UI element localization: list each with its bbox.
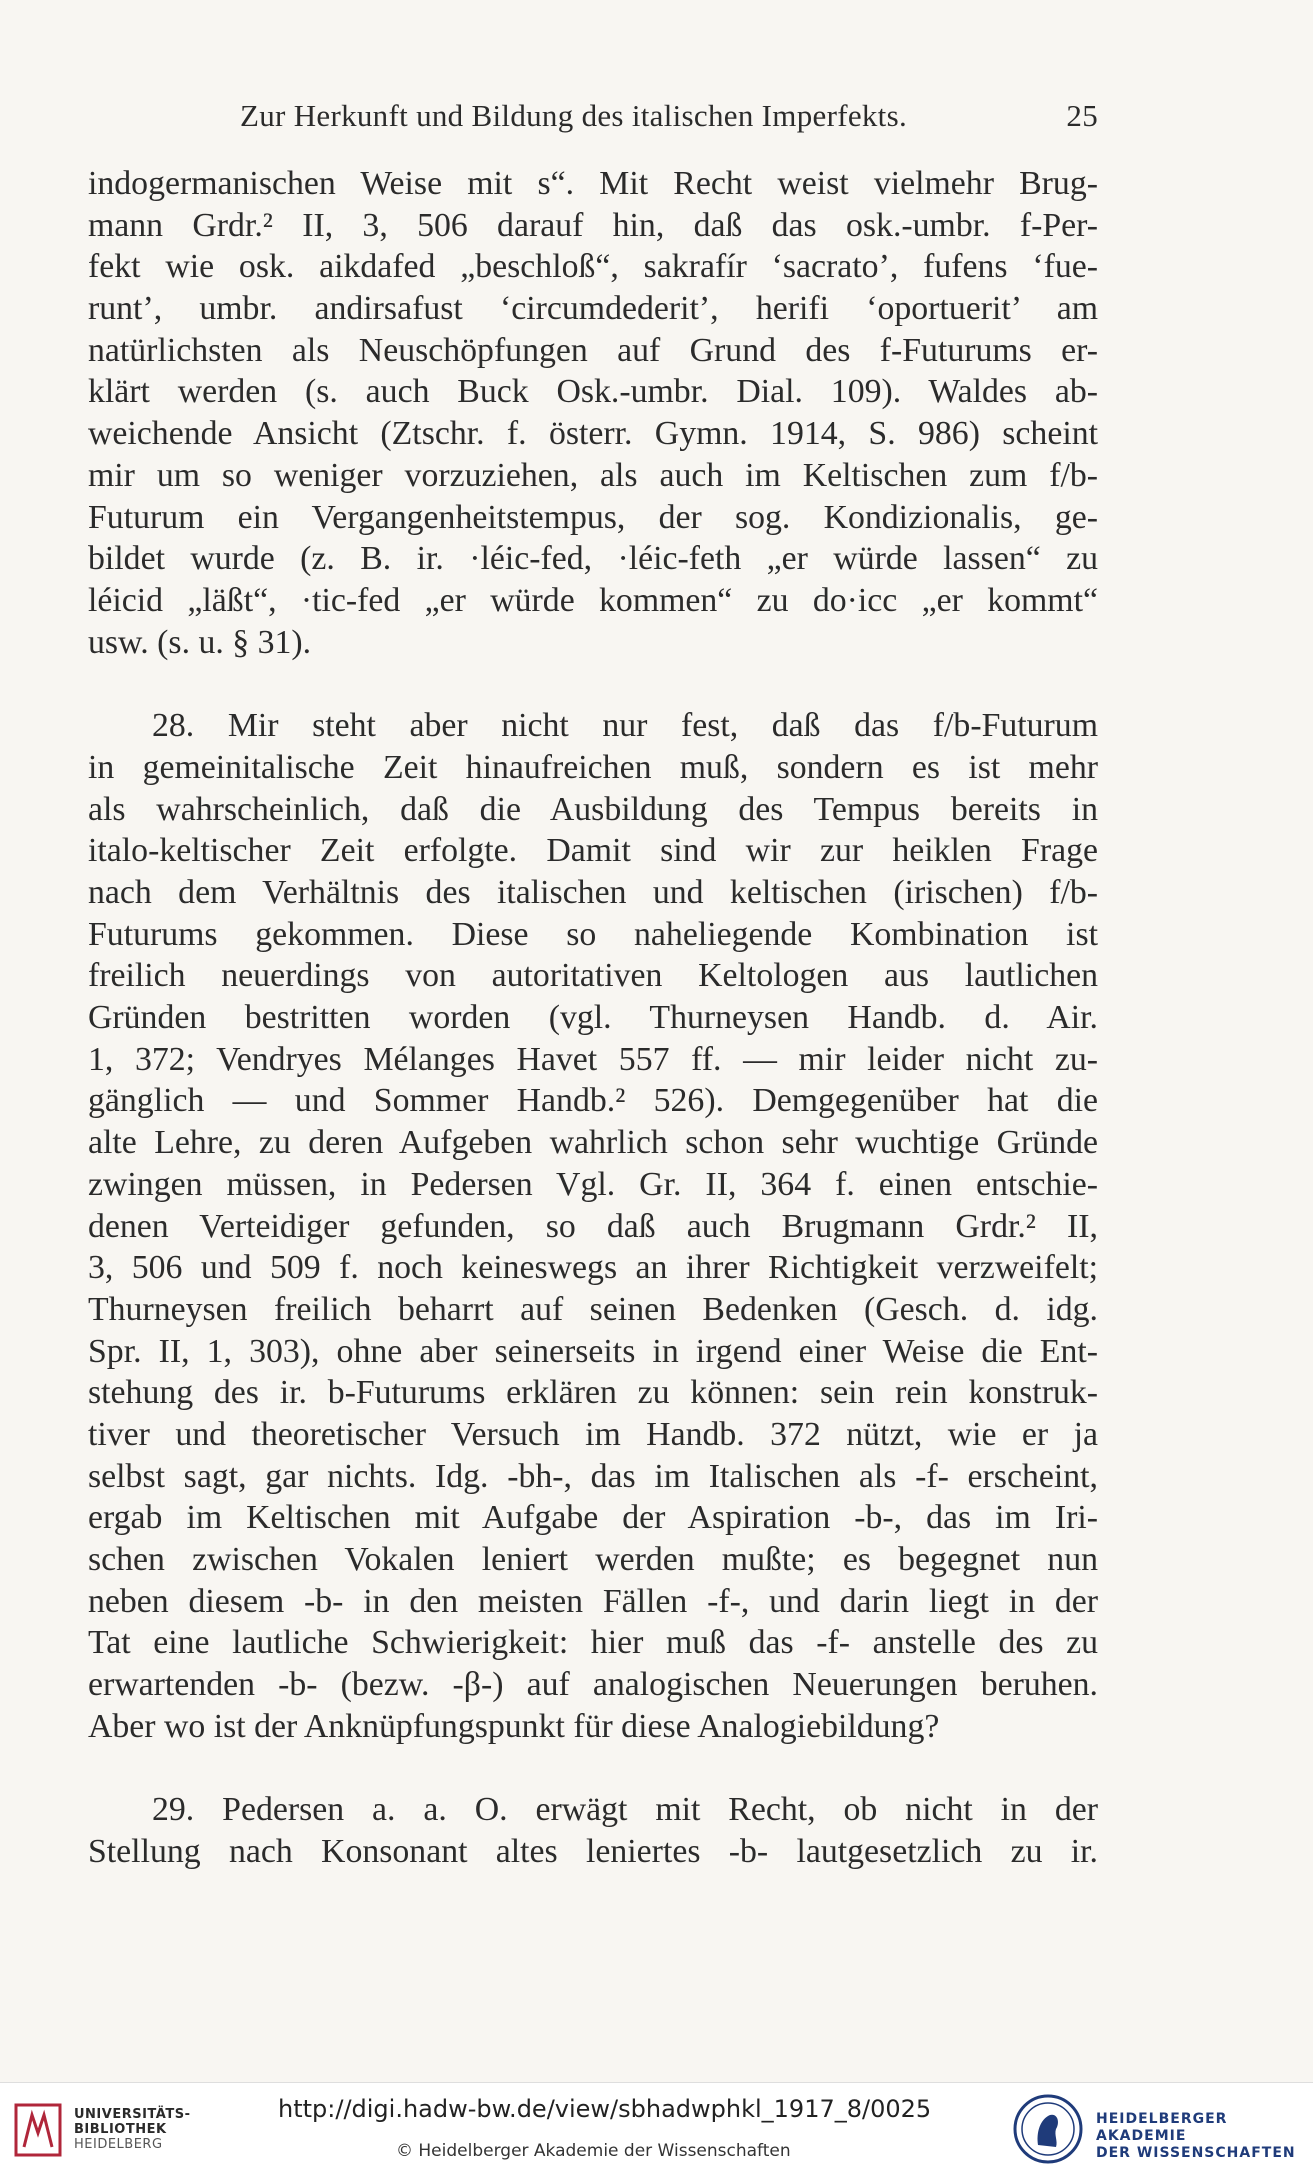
text-line: italo-keltischer Zeit erfolgte. Damit sind wir zur heiklen Frage <box>88 832 1098 870</box>
text-line: Stellung nach Konsonant altes leniertes -b- lautgesetzlich zu ir. <box>88 1833 1098 1871</box>
text-line: in gemeinitalische Zeit hinaufreichen muß, sondern es ist mehr <box>88 748 1098 786</box>
paragraph-28 <box>88 705 1098 1747</box>
source-url-link[interactable]: http://digi.hadw-bw.de/view/sbhadwphkl_1917_8/0025 <box>278 2095 932 2123</box>
academy-name: HEIDELBERGER AKADEMIE DER WISSENSCHAFTEN <box>1096 2111 1296 2161</box>
text-line: 1, 372; Vendryes Mélanges Havet 557 ff. — mir leider nicht zu- <box>88 1040 1098 1078</box>
text-line: nach dem Verhältnis des italischen und keltischen (irischen) f/b- <box>88 874 1098 911</box>
paragraph-1 <box>88 163 1098 663</box>
text-line: alte Lehre, zu deren Aufgeben wahrlich schon sehr wuchtige Gründe <box>88 1124 1098 1162</box>
page-number: 25 <box>1066 98 1098 133</box>
text-line: Spr. II, 1, 303), ohne aber seinerseits in irgend einer Weise die Ent- <box>88 1332 1098 1370</box>
text-line: fekt wie osk. aikdafed „beschloß“, sakrafír ‘sacrato’, fufens ‘fue- <box>88 248 1098 286</box>
text-line: tiver und theoretischer Versuch im Handb. 372 nützt, wie er ja <box>88 1415 1098 1453</box>
copyright-notice: © Heidelberger Akademie der Wissenschaften <box>396 2141 791 2161</box>
text-line: natürlichsten als Neuschöpfungen auf Grund des f-Futurums er- <box>88 331 1098 369</box>
page-header <box>88 98 1098 142</box>
text-line: neben diesem -b- in den meisten Fällen -f-, und darin liegt in der <box>88 1582 1098 1620</box>
text-line: Futurums gekommen. Diese so naheliegende Kombination ist <box>88 915 1098 953</box>
text-line: gänglich — und Sommer Handb.² 526). Demgegenüber hat die <box>88 1082 1098 1120</box>
text-line: 29. Pedersen a. a. O. erwägt mit Recht, ob nicht in der <box>152 1791 1098 1829</box>
text-line: bildet wurde (z. B. ir. ·léic-fed, ·léic-feth „er würde lassen“ zu <box>88 540 1098 578</box>
text-line: stehung des ir. b-Futurums erklären zu können: sein rein konstruk- <box>88 1374 1098 1412</box>
text-line: Futurum ein Vergangenheitstempus, der sog. Kondizionalis, ge- <box>88 498 1098 536</box>
text-line: mann Grdr.² II, 3, 506 darauf hin, daß das osk.-umbr. f-Per- <box>88 206 1098 244</box>
text-line: 3, 506 und 509 f. noch keineswegs an ihrer Richtigkeit verzweifelt; <box>88 1249 1098 1287</box>
text-line: léicid „läßt“, ·tic-fed „er würde kommen“ zu do·icc „er kommt“ <box>88 581 1098 619</box>
text-line: mir um so weniger vorzuziehen, als auch im Keltischen zum f/b- <box>88 456 1098 494</box>
footer-bar <box>0 2082 1313 2177</box>
text-line: Gründen bestritten worden (vgl. Thurneysen Handb. d. Air. <box>88 999 1098 1037</box>
text-line: zwingen müssen, in Pedersen Vgl. Gr. II, 364 f. einen entschie- <box>88 1165 1098 1203</box>
academy-seal-icon <box>1012 2093 1084 2165</box>
text-line: Aber wo ist der Anknüpfungspunkt für diese Analogiebildung? <box>88 1707 940 1745</box>
text-line: schen zwischen Vokalen leniert werden mußte; es begegnet nun <box>88 1541 1098 1578</box>
text-line: Thurneysen freilich beharrt auf seinen Bedenken (Gesch. d. idg. <box>88 1290 1098 1328</box>
text-line: erwartenden -b- (bezw. -β-) auf analogischen Neuerungen beruhen. <box>88 1666 1098 1704</box>
text-line: selbst sagt, gar nichts. Idg. -bh-, das im Italischen als -f- erscheint, <box>88 1457 1098 1495</box>
text-line: denen Verteidiger gefunden, so daß auch Brugmann Grdr.² II, <box>88 1207 1098 1245</box>
text-line: ergab im Keltischen mit Aufgabe der Aspiration -b-, das im Iri- <box>88 1499 1098 1537</box>
text-line: runt’, umbr. andirsafust ‘circumdederit’, herifi ‘oportuerit’ am <box>88 290 1098 328</box>
library-name: UNIVERSITÄTS- BIBLIOTHEK HEIDELBERG <box>74 2107 191 2152</box>
paragraph-29 <box>88 1789 1098 1872</box>
text-line: freilich neuerdings von autoritativen Keltologen aus lautlichen <box>88 957 1098 995</box>
text-line: klärt werden (s. auch Buck Osk.-umbr. Dial. 109). Waldes ab- <box>88 373 1098 411</box>
text-line: Tat eine lautliche Schwierigkeit: hier muß das -f- anstelle des zu <box>88 1624 1098 1662</box>
text-line: indogermanischen Weise mit s“. Mit Recht weist vielmehr Brug- <box>88 165 1098 202</box>
text-line: 28. Mir steht aber nicht nur fest, daß das f/b-Futurum <box>152 707 1098 745</box>
body-text <box>88 163 1098 1873</box>
text-line: als wahrscheinlich, daß die Ausbildung des Tempus bereits in <box>88 790 1098 828</box>
university-library-emblem-icon <box>14 2103 62 2157</box>
text-line: weichende Ansicht (Ztschr. f. österr. Gymn. 1914, S. 986) scheint <box>88 415 1098 453</box>
text-line: usw. (s. u. § 31). <box>88 623 312 661</box>
running-head: Zur Herkunft und Bildung des italischen Imperfekts. <box>240 98 908 133</box>
